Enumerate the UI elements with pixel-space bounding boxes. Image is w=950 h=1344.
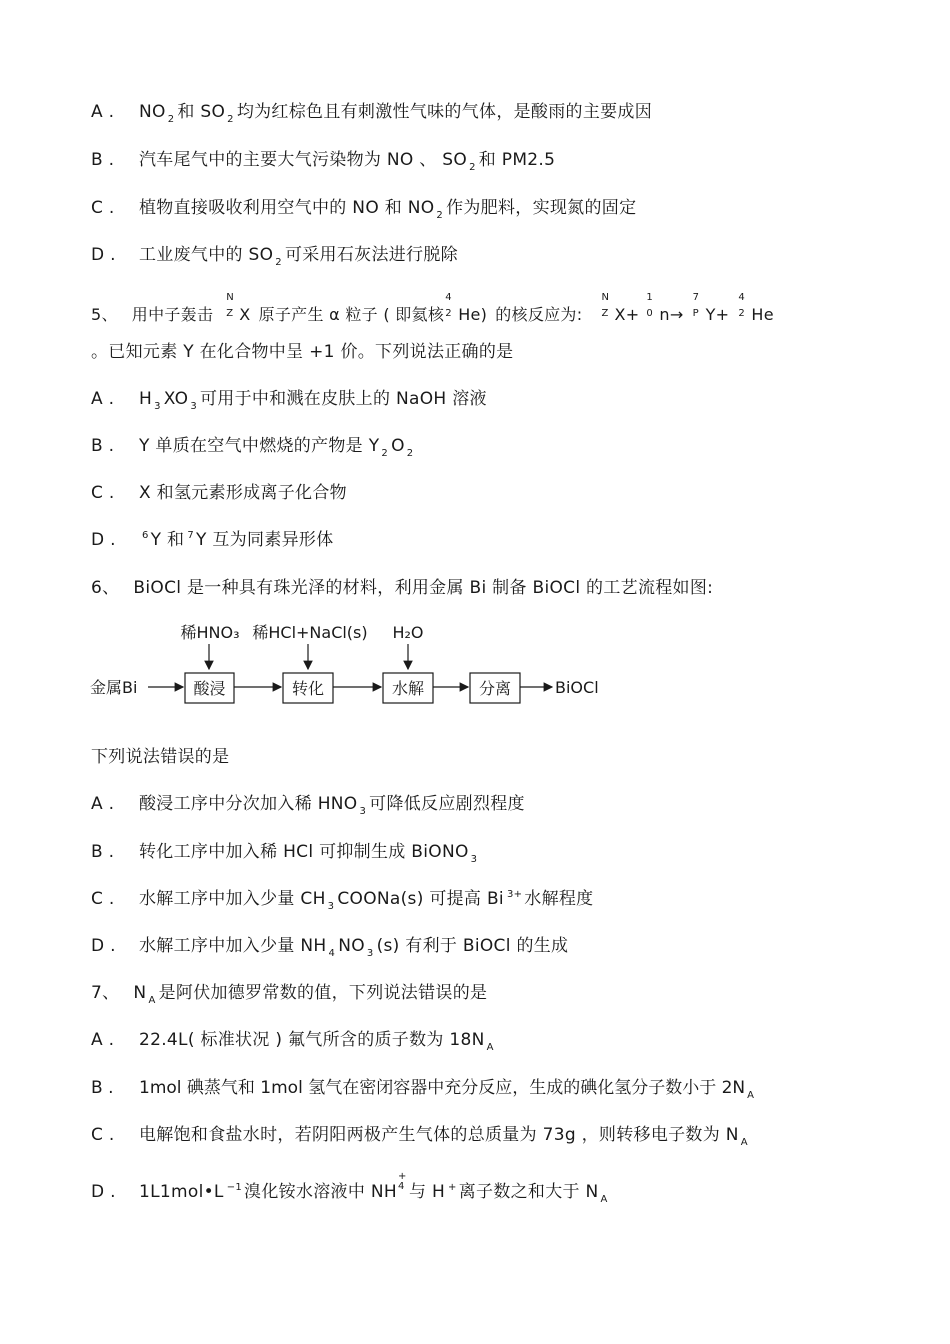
question-number: 5、 [91,305,118,324]
option-label: B . [91,842,115,862]
reaction-neutron: 1 0 [646,292,654,319]
reagent-water-label: H₂O [392,623,424,642]
q5-option-a: A . H $_3$ XO $_3$ 可用于中和溅在皮肤上的 NaOH 溶液 [91,389,487,412]
q6-question: 下列说法错误的是 [91,747,230,767]
q5-option-c: C . X 和氢元素形成离子化合物 [91,483,347,503]
option-label: C . [91,889,115,909]
q5-stem-line2: 。已知元素 Y 在化合物中呈 +1 价。下列说法正确的是 [91,342,514,362]
q5-option-b: B . Y 单质在空气中燃烧的产物是 Y $_2$ O $_2$ [91,436,414,459]
start-material-label: 金属Bi [90,678,138,697]
q4-option-c: C . 植物直接吸收利用空气中的 NO 和 NO $_2$ 作为肥料，实现氮的固定 [91,198,637,221]
q6-stem: 6、 BiOCl 是一种具有珠光泽的材料，利用金属 Bi 制备 BiOCl 的工艺流程如图: [91,578,714,598]
q4-option-b: B . 汽车尾气中的主要大气污染物为 NO 、 SO $_2$ 和 PM2.5 [91,150,556,173]
option-label: D . [91,530,116,550]
q7-option-a: A . 22.4L( 标准状况 ) 氟气所含的质子数为 18N $_A$ [91,1030,494,1053]
q5-option-d: D . $^6$ Y 和 $^7$ Y 互为同素异形体 [91,530,334,550]
option-label: D . [91,1182,116,1202]
reagent-hno3-label: 稀HNO₃ [180,623,240,642]
question-number: 6、 [91,578,120,598]
q6-option-c: C . 水解工序中加入少量 CH $_3$ COONa(s) 可提高 Bi $^{3+}$ 水解程度 [91,889,594,912]
reaction-nuclide-x: N Z [601,292,610,319]
q4-option-d: D . 工业废气中的 SO $_2$ 可采用石灰法进行脱除 [91,245,458,268]
reaction-arrow: → [669,305,684,324]
product-label: BiOCl [555,678,599,697]
option-label: C . [91,198,115,218]
option-label: A . [91,389,115,409]
option-label: B . [91,1078,114,1098]
reaction-nuclide-y: 7 P [692,292,700,319]
q5-stem: 5、 用中子轰击 N Z X 原子产生 α 粒子 ( 即氦核 4 2 He) 的核反应为: N Z X+ 1 0 n→ 7 P Y+ 4 2 He [91,303,774,327]
nuclide-x: N Z [226,292,235,319]
reaction-nuclide-he: 4 2 [738,292,746,319]
step-acid-leach-label: 酸浸 [193,679,226,698]
option-label: A . [91,102,115,122]
option-label: C . [91,483,115,503]
option-label: C . [91,1125,115,1145]
step-conversion-label: 转化 [291,679,325,698]
q6-option-b: B . 转化工序中加入稀 HCl 可抑制生成 BiONO $_3$ [91,842,478,865]
nuclide-he: 4 2 [445,292,452,319]
option-label: A . [91,794,115,814]
option-label: D . [91,245,116,265]
q6-option-a: A . 酸浸工序中分次加入稀 HNO $_3$ 可降低反应剧烈程度 [91,794,525,817]
question-number: 7、 [91,983,120,1003]
option-label: A . [91,1030,115,1050]
reagent-hcl-nacl-label: 稀HCl+NaCl(s) [252,623,368,642]
q7-stem: 7、 N $_A$ 是阿伏加德罗常数的值，下列说法错误的是 [91,983,488,1006]
process-flow-diagram [88,618,628,714]
q6-option-d: D . 水解工序中加入少量 NH $_4$ NO $_3$ (s) 有利于 BiOCl 的生成 [91,936,569,959]
q7-option-c: C . 电解饱和食盐水时，若阴阳两极产生气体的总质量为 73g ，则转移电子数为 N $_A$ [91,1125,748,1148]
q7-option-b: B . 1mol 碘蒸气和 1mol 氢气在密闭容器中充分反应，生成的碘化氢分子数小于 2N $_A$ [91,1078,754,1101]
option-label: B . [91,150,115,170]
option-label: B . [91,436,115,456]
step-separation-label: 分离 [478,679,512,698]
option-label: D . [91,936,116,956]
q7-option-d: D . 1L1mol•L $^{-1}$ 溴化铵水溶液中 NH + 4 与 H + 离子数之和大于 N $_A$ [91,1171,608,1205]
q4-option-a: A . NO $_2$ 和 SO $_2$ 均为红棕色且有刺激性气味的气体，是酸雨的主要成因 [91,102,653,125]
ammonium-charge-index: + 4 [397,1171,407,1192]
step-hydrolysis-label: 水解 [391,679,425,698]
